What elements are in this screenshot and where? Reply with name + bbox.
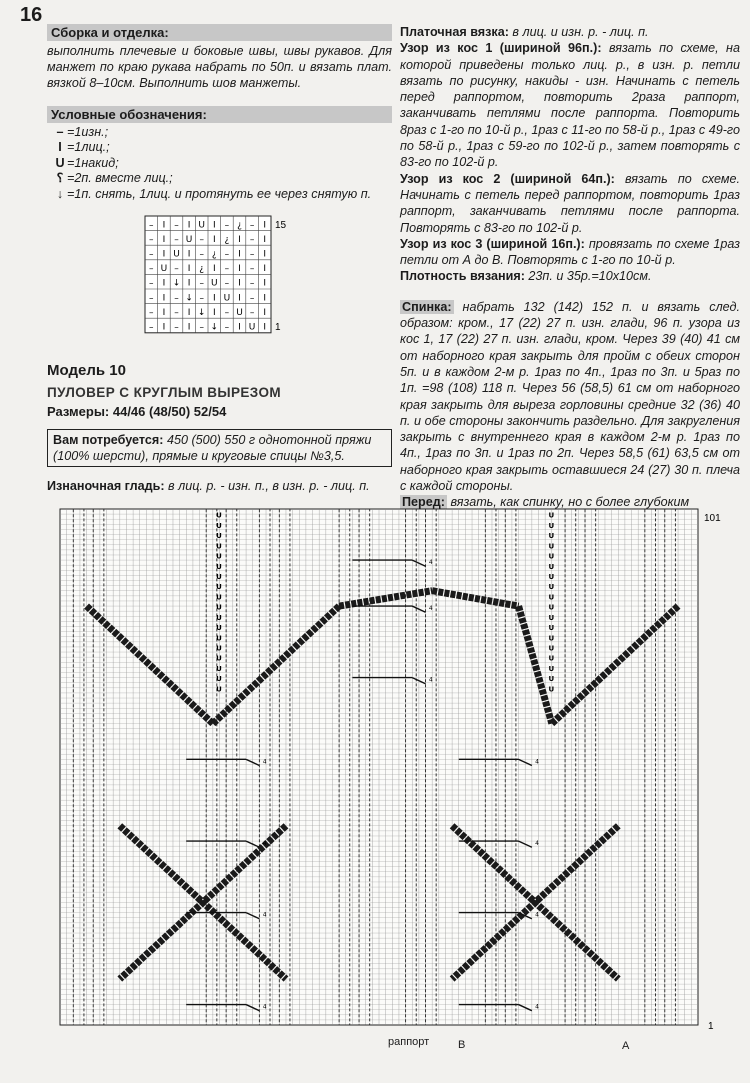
yarnover-mark: U <box>216 603 222 612</box>
model-subtitle: ПУЛОВЕР С КРУГЛЫМ ВЫРЕЗОМ <box>47 385 282 401</box>
yarnover-mark: U <box>548 552 555 561</box>
assembly-heading: Сборка и отделка: <box>47 24 392 41</box>
cable-chart-row-bottom: 1 <box>708 1021 714 1032</box>
cross-mark-label: 4 <box>428 676 433 684</box>
small-chart-stitch: U <box>185 234 193 245</box>
small-chart-stitch: I <box>162 322 166 333</box>
cable2-para: Узор из кос 2 (шириной 64п.): вязать по схеме. Начинать с петель перед раппортом, повторить 1раз раппорт, заканчивать петлями после раппорта. Повторять с 83-го по 102-й р. <box>400 171 740 235</box>
right-column <box>400 24 740 511</box>
small-chart-stitch: – <box>149 322 154 333</box>
small-chart-stitch: U <box>211 278 218 289</box>
small-chart-stitch: – <box>199 234 204 245</box>
cross-mark-label: 4 <box>262 758 267 766</box>
yarnover-mark: U <box>216 664 222 673</box>
yarnover-mark: U <box>548 542 555 551</box>
cross-mark-label: 4 <box>535 911 540 919</box>
legend-heading: Условные обозначения: <box>47 106 392 123</box>
stockinette-line: Изнаночная гладь: в лиц. р. - изн. п., в изн. р. - лиц. п. <box>47 479 370 494</box>
small-chart-row-bottom: 1 <box>275 322 281 333</box>
cable3-para: Узор из кос 3 (шириной 16п.): провязать по схеме 1раз петли от А до В. Повторять с 1-го по 10-й р. <box>400 236 740 268</box>
small-chart-stitch: – <box>149 278 154 289</box>
small-chart-stitch: – <box>199 293 204 304</box>
yarnover-mark: U <box>216 624 222 633</box>
small-chart-stitch: U <box>223 293 231 304</box>
yarnover-mark: U <box>216 593 222 602</box>
small-chart-stitch: ¿ <box>224 234 230 245</box>
yarnover-mark: U <box>216 583 222 592</box>
small-chart-stitch: – <box>224 322 230 333</box>
small-chart-stitch: – <box>249 278 255 289</box>
label-b: В <box>458 1039 466 1051</box>
assembly-text: выполнить плечевые и боковые швы, швы рукавов. Для манжет по краю рукава набрать по 50п. и вязать плат. вязкой 8–10см. Выполнить шов манжеты. <box>47 44 392 91</box>
small-chart-stitch: I <box>238 264 241 275</box>
small-chart-stitch: – <box>249 293 255 304</box>
small-chart-stitch: I <box>238 322 241 333</box>
yarnover-mark: U <box>216 532 222 541</box>
cross-mark-label: 4 <box>428 559 433 567</box>
page-number: 16 <box>20 4 43 26</box>
back-para: Спинка: набрать 132 (142) 152 п. и вязать след. образом: кром., 17 (22) 27 п. изн. глади, 96 п. узора из кос 1, 17 (22) 27 п. изн. глади, кром. Через 39 (40) 41 см от наборного края закрыть для пройм с обеих сторон 5п. и в каждом 2-м р. 1раз по 4п., 1раз по 3п. и 5раз по 1п. =98 (108) 118 п. Через 56 (58,5) 61 см от наборного края закрыть для выреза горловины средние 32 (36) 40 п. и обе стороны закончить раздельно. Для закругления закрыть с внутреннего края в каждом 2-м р. 1раз по 4п., 1раз по 3п. и 1раз по 2п. Через 58,5 (61) 63,5 см от наборного края закрыть оставшиеся 24 (27) 30 п. плеча с каждой стороны. <box>400 299 740 494</box>
yarnover-mark: U <box>216 542 222 551</box>
small-chart-stitch: I <box>212 220 216 231</box>
cross-mark-label: 4 <box>535 840 540 848</box>
cable-pattern-chart <box>58 507 742 1047</box>
yarnover-mark: U <box>216 562 222 571</box>
small-chart-stitch: I <box>212 234 216 245</box>
yarnover-mark: U <box>216 552 222 561</box>
small-chart-stitch: I <box>238 293 241 304</box>
yarnover-mark: U <box>216 572 222 581</box>
small-chart-stitch: U <box>198 220 205 231</box>
materials-label: Вам потребуется: <box>53 433 164 448</box>
bar-knit-icon: I <box>58 140 62 155</box>
small-chart-stitch: I <box>238 278 241 289</box>
small-chart-stitch: ¿ <box>211 249 217 260</box>
dash-purl-icon: – <box>56 124 64 139</box>
yarnover-mark: U <box>548 654 555 663</box>
k2tog-icon: ⸮ <box>56 171 64 186</box>
small-chart-stitch: I <box>263 249 267 260</box>
yarnover-mark: U <box>548 532 555 541</box>
small-chart-stitch: – <box>249 264 255 275</box>
small-chart-stitch: – <box>174 307 179 318</box>
yarnover-mark: U <box>548 603 555 612</box>
small-chart-stitch: – <box>249 307 255 318</box>
small-chart-stitch: I <box>263 322 267 333</box>
small-chart-stitch: – <box>149 293 154 304</box>
small-chart-stitch: I <box>162 234 166 245</box>
small-chart-stitch: – <box>224 249 230 260</box>
cross-mark-label: 4 <box>262 911 267 919</box>
gauge-para: Плотность вязания: 23п. и 35р.=10х10см. <box>400 269 652 284</box>
legend-item: – =1изн.; <box>53 125 392 141</box>
slip-arrow-icon: ↓ <box>56 186 64 201</box>
small-chart-stitch: I <box>263 234 267 245</box>
small-chart-stitch: – <box>199 278 204 289</box>
small-chart-stitch: ↓ <box>210 322 219 333</box>
small-chart-stitch: I <box>187 249 191 260</box>
front-para: Перед: вязать, как спинку, но с более глубоким <box>402 495 690 510</box>
small-chart-stitch: – <box>149 249 154 260</box>
small-chart-stitch: I <box>162 307 166 318</box>
yarnover-mark: U <box>216 521 222 530</box>
small-stitch-chart <box>143 214 293 336</box>
cross-mark-label: 4 <box>262 840 267 848</box>
small-chart-stitch: I <box>238 234 241 245</box>
materials-text: 450 (500) 550 г однотонной пряжи (100% шерсти), прямые и круговые спицы №3,5. <box>53 433 372 464</box>
u-yarnover-icon: U <box>55 155 65 170</box>
small-chart-stitch: I <box>263 264 267 275</box>
small-chart-stitch: I <box>187 264 191 275</box>
small-chart-stitch: – <box>199 249 204 260</box>
small-chart-stitch: U <box>236 307 243 318</box>
cable1-para: Узор из кос 1 (шириной 96п.): вязать по схеме, на которой приведены только лиц. р., в изн. р. петли вязать по рисунку, накиды - изн. Начинать с петель перед раппортом, повторить 2раза раппорт, заканчивать петлями после раппорта. Повторить 8раз с 1-го по 10-й р., 1раз с 11-го по 58-й р., 1раз с 49-го по 58-й р., 1раз с 59-го по 102-й р., затем повторять с 83-го по 102-й р. <box>400 41 740 170</box>
yarnover-mark: U <box>548 572 555 581</box>
model-sizes: Размеры: 44/46 (48/50) 52/54 <box>47 404 227 420</box>
yarnover-mark: U <box>548 664 555 673</box>
small-chart-stitch: I <box>162 249 166 260</box>
small-chart-stitch: I <box>162 220 166 231</box>
yarnover-mark: U <box>216 511 222 520</box>
yarnover-mark: U <box>548 624 555 633</box>
small-chart-stitch: I <box>263 307 267 318</box>
small-chart-stitch: U <box>173 249 180 260</box>
small-chart-stitch: – <box>249 220 255 231</box>
small-chart-stitch: – <box>174 293 179 304</box>
small-chart-stitch: – <box>224 264 230 275</box>
small-chart-stitch: U <box>160 264 168 275</box>
small-chart-stitch: I <box>187 278 191 289</box>
legend-item: ⸮ =2п. вместе лиц.; <box>53 171 392 187</box>
yarnover-mark: U <box>216 644 222 653</box>
yarnover-mark: U <box>548 675 555 684</box>
small-chart-stitch: I <box>187 322 191 333</box>
small-chart-stitch: – <box>174 220 179 231</box>
legend-item: U =1накид; <box>53 156 392 172</box>
small-chart-stitch: I <box>263 293 267 304</box>
small-chart-stitch: – <box>224 220 230 231</box>
yarnover-mark: U <box>548 634 555 643</box>
small-chart-stitch: – <box>149 220 154 231</box>
yarnover-mark: U <box>216 654 222 663</box>
yarnover-mark: U <box>216 634 222 643</box>
small-chart-stitch: I <box>162 293 166 304</box>
small-chart-stitch: – <box>174 264 179 275</box>
small-chart-stitch: – <box>149 307 154 318</box>
small-chart-stitch: ↓ <box>185 293 193 304</box>
materials-box <box>47 429 392 467</box>
yarnover-mark: U <box>548 613 555 622</box>
small-chart-stitch: ↓ <box>172 278 181 289</box>
yarnover-mark: U <box>216 613 222 622</box>
yarnover-mark: U <box>548 644 555 653</box>
small-chart-stitch: – <box>174 234 179 245</box>
cross-mark-label: 4 <box>535 1003 540 1011</box>
cross-mark-label: 4 <box>535 758 540 766</box>
yarnover-mark: U <box>548 562 555 571</box>
small-chart-stitch: – <box>199 322 204 333</box>
small-chart-row-top: 15 <box>275 220 287 231</box>
small-chart-stitch: – <box>174 322 179 333</box>
yarnover-mark: U <box>216 675 222 684</box>
small-chart-stitch: – <box>224 307 230 318</box>
legend-item: ↓ =1п. снять, 1лиц. и протянуть ее через снятую п. <box>53 187 392 203</box>
yarnover-mark: U <box>548 583 555 592</box>
small-chart-stitch: I <box>212 307 216 318</box>
small-chart-stitch: ¿ <box>199 264 205 275</box>
small-chart-stitch: – <box>249 249 255 260</box>
small-chart-stitch: – <box>149 234 154 245</box>
yarnover-mark: U <box>548 685 555 694</box>
small-chart-stitch: I <box>187 220 191 231</box>
small-chart-stitch: I <box>212 293 216 304</box>
yarnover-mark: U <box>548 511 555 520</box>
small-chart-stitch: ↓ <box>197 307 206 318</box>
repeat-label: раппорт <box>388 1036 430 1048</box>
small-chart-stitch: I <box>162 278 166 289</box>
cross-mark-label: 4 <box>428 605 433 613</box>
garter-para: Платочная вязка: в лиц. и изн. р. - лиц. п. <box>400 25 649 39</box>
cross-mark-label: 4 <box>262 1003 267 1011</box>
yarnover-mark: U <box>548 521 555 530</box>
legend-list <box>53 125 392 203</box>
yarnover-mark: U <box>548 593 555 602</box>
small-chart-stitch: ¿ <box>237 220 242 231</box>
yarnover-mark: U <box>216 685 222 694</box>
cable-chart-row-top: 101 <box>704 513 721 524</box>
small-chart-stitch: I <box>238 249 241 260</box>
small-chart-stitch: I <box>212 264 216 275</box>
model-title: Модель 10 <box>47 362 126 380</box>
small-chart-stitch: – <box>249 234 255 245</box>
small-chart-stitch: – <box>149 264 154 275</box>
small-chart-stitch: I <box>187 307 191 318</box>
small-chart-stitch: I <box>263 278 267 289</box>
small-chart-stitch: I <box>263 220 267 231</box>
small-chart-stitch: U <box>248 322 256 333</box>
legend-item: I =1лиц.; <box>53 140 392 156</box>
label-a: А <box>622 1040 630 1052</box>
small-chart-stitch: – <box>224 278 230 289</box>
